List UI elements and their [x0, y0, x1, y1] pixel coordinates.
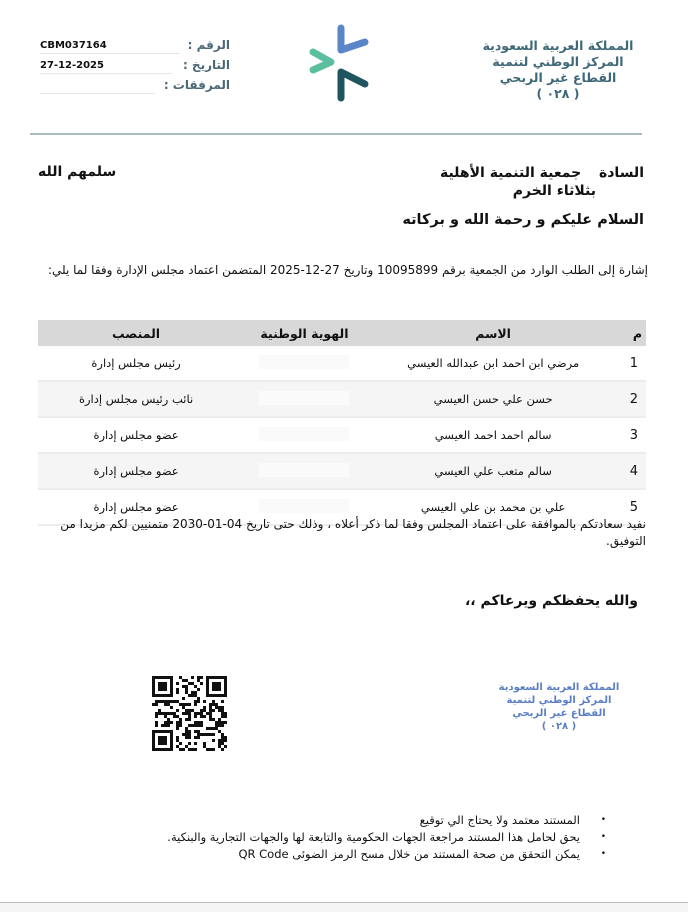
qr-code-icon [152, 676, 227, 751]
reference-underline [40, 53, 180, 54]
redacted-id [259, 427, 349, 441]
member-position: نائب رئيس مجلس إدارة [38, 381, 234, 417]
row-number: 3 [611, 417, 646, 453]
redacted-id [259, 463, 349, 477]
redacted-id [259, 499, 349, 513]
member-name: مرضي ابن احمد ابن عبدالله العيسي [375, 346, 612, 381]
logo-blue-arrow [341, 28, 365, 50]
member-name: علي بن محمد بن علي العيسي [375, 489, 612, 525]
sign-off: والله يحفظكم ويرعاكم ،، [464, 593, 638, 609]
member-national-id [234, 346, 375, 381]
member-position: عضو مجلس إدارة [38, 453, 234, 489]
note-item: • يحق لحامل هذا المستند مراجعة الجهات الحكومية والتابعة لها والجهات التجارية والبنكية. [88, 829, 608, 846]
row-number: 2 [611, 381, 646, 417]
table-row [38, 417, 646, 453]
row-number: 5 [611, 489, 646, 525]
header-divider [30, 133, 642, 135]
date-label: التاريخ : [182, 58, 230, 72]
stamp-code: ( ٠٢٨ ) [541, 721, 577, 732]
member-national-id [234, 381, 375, 417]
board-members-table [38, 320, 646, 526]
attachments-row [40, 78, 230, 96]
header-position: المنصب [38, 320, 234, 346]
logo-dark-arrow [341, 72, 365, 98]
member-national-id [234, 453, 375, 489]
reference-number-row [40, 38, 230, 56]
org-line-1: المملكة العربية السعودية [482, 38, 634, 53]
recipient-location: بثلاثاء الخرم [512, 183, 596, 199]
row-number: 4 [611, 453, 646, 489]
date-row [40, 58, 230, 76]
salutation-prefix: السادة [598, 165, 644, 181]
greeting: السلام عليكم و رحمة الله و بركاته [402, 212, 644, 228]
attachments-label: المرفقات : [163, 78, 230, 92]
date-value: 27-12-2025 [40, 60, 104, 71]
note-item: • يمكن التحقق من صحة المستند من خلال مسح الرمز الضوئى QR Code [88, 846, 608, 863]
stamp-line-3: القطاع غير الربحي [512, 708, 606, 719]
closing-paragraph: نفيد سعادتكم بالموافقة على اعتماد المجلس وفقا لما ذكر أعلاه ، وذلك حتى تاريخ 04-01-2030 متمنيين لكم مزيدا من التوفيق. [60, 517, 646, 548]
redacted-id [259, 391, 349, 405]
stamp-line-1: المملكة العربية السعودية [498, 682, 620, 693]
reference-number-label: الرقم : [187, 38, 230, 52]
organization-name [478, 38, 638, 102]
ncnp-logo-icon [305, 22, 373, 104]
member-name: حسن علي حسن العيسي [375, 381, 612, 417]
member-position: عضو مجلس إدارة [38, 489, 234, 525]
table-row [38, 346, 646, 381]
logo-green-arrow [313, 52, 331, 70]
stamp-organization-name [495, 681, 623, 733]
header-number: م [611, 320, 646, 346]
org-code: ( ٠٢٨ ) [536, 86, 580, 101]
member-position: عضو مجلس إدارة [38, 417, 234, 453]
redacted-id [259, 355, 349, 369]
member-position: رئيس مجلس إدارة [38, 346, 234, 381]
table-header-row [38, 320, 646, 346]
table-row [38, 453, 646, 489]
member-national-id [234, 417, 375, 453]
recipient-block [384, 164, 644, 200]
attachments-underline [40, 93, 155, 94]
org-line-2: المركز الوطني لتنمية [492, 54, 624, 69]
header-name: الاسم [375, 320, 612, 346]
reference-number-value: CBM037164 [40, 40, 107, 51]
date-underline [40, 73, 172, 74]
stamp-line-2: المركز الوطني لتنمية [506, 695, 612, 706]
salutation-suffix: سلمهم الله [38, 164, 117, 180]
org-line-3: القطاع غير الربحي [499, 70, 617, 85]
member-name: سالم متعب علي العيسي [375, 453, 612, 489]
table-row [38, 381, 646, 417]
intro-paragraph: إشارة إلى الطلب الوارد من الجمعية برقم 10095899 وتاريخ 27-12-2025 المتضمن اعتماد مجلس الإدارة وفقا لما يلي: [47, 263, 648, 277]
member-name: سالم احمد احمد العيسي [375, 417, 612, 453]
note-item: • المستند معتمد ولا يحتاج الي توقيع [88, 812, 608, 829]
header-national-id: الهوية الوطنية [234, 320, 375, 346]
recipient-name: جمعية التنمية الأهلية [439, 165, 582, 181]
row-number: 1 [611, 346, 646, 381]
notes-list [88, 812, 608, 863]
